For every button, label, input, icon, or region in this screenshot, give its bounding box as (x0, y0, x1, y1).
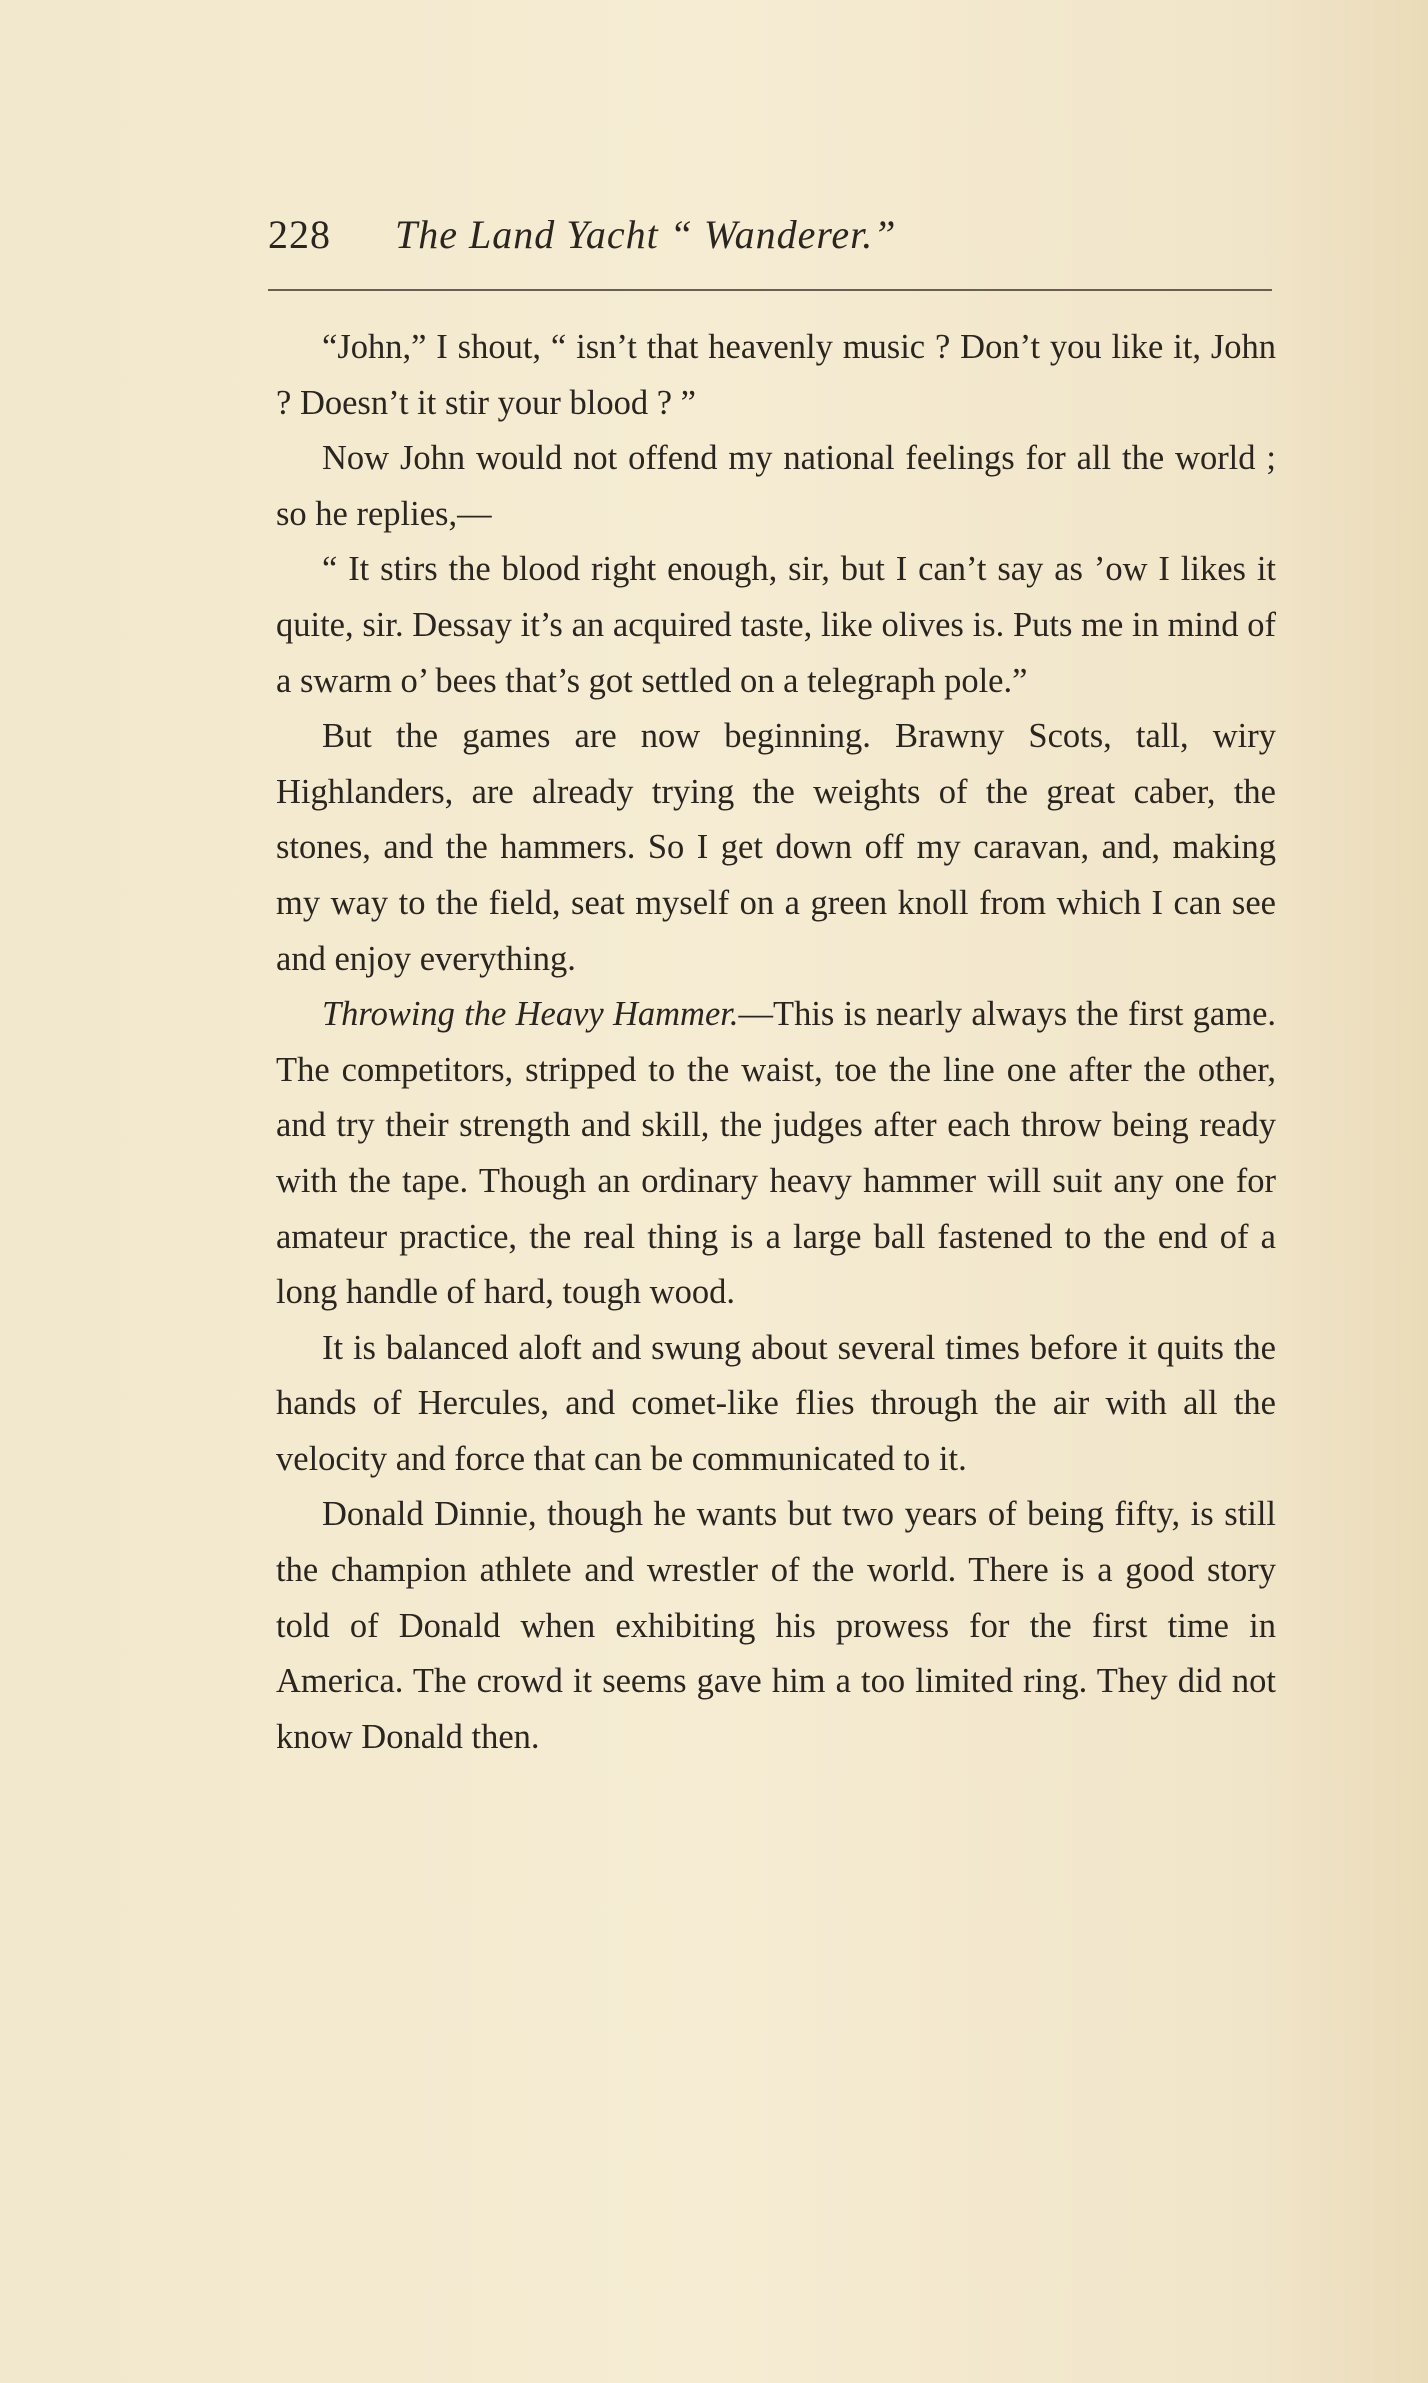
page-number: 228 (268, 212, 331, 257)
paragraph (276, 987, 1276, 1321)
paragraph: Now John would not offend my national feelings for all the world ; so he replies,— (276, 439, 1276, 533)
paragraph: But the games are now beginning. Brawny Scots, tall, wiry Highlanders, are already trying the weights of the great caber, the stones, and the hammers. So I get down off my caravan, and, making my way to the field, seat myself on a green knoll from which I can see and enjoy everything. (276, 717, 1276, 978)
running-title: The Land Yacht “ Wanderer.” (395, 212, 897, 257)
section-heading: Throwing the Heavy Hammer. (322, 995, 739, 1034)
paragraph-text: —This is nearly always the first game. The competitors, stripped to the waist, toe the line one after the other, and try their strength and skill, the judges after each throw being ready with the tape. Though an ordinary heavy hammer will suit any one for amateur practice, the real thing is a large ball fastened to the end of a long handle of hard, tough wood. (276, 995, 1277, 1312)
paragraph: “John,” I shout, “ isn’t that heavenly music ? Don’t you like it, John ? Doesn’t it stir your blood ? ” (276, 328, 1276, 422)
paragraph: It is balanced aloft and swung about several times before it quits the hands of Hercules, and comet-like flies through the air with all the velocity and force that can be communicated to it. (276, 1328, 1276, 1478)
running-head (268, 205, 1278, 265)
paragraph: “ It stirs the blood right enough, sir, but I can’t say as ’ow I likes it quite, sir. Dessay it’s an acquired taste, like olives is. Puts me in mind of a swarm o’ bees that’s got settled on a telegraph pole.” (276, 550, 1276, 700)
header-rule (268, 289, 1272, 291)
body-text (276, 320, 1276, 1765)
paragraph: Donald Dinnie, though he wants but two years of being fifty, is still the champion athlete and wrestler of the world. There is a good story told of Donald when exhibiting his prowess for the first time in America. The crowd it seems gave him a too limited ring. They did not know Donald then. (276, 1495, 1276, 1756)
